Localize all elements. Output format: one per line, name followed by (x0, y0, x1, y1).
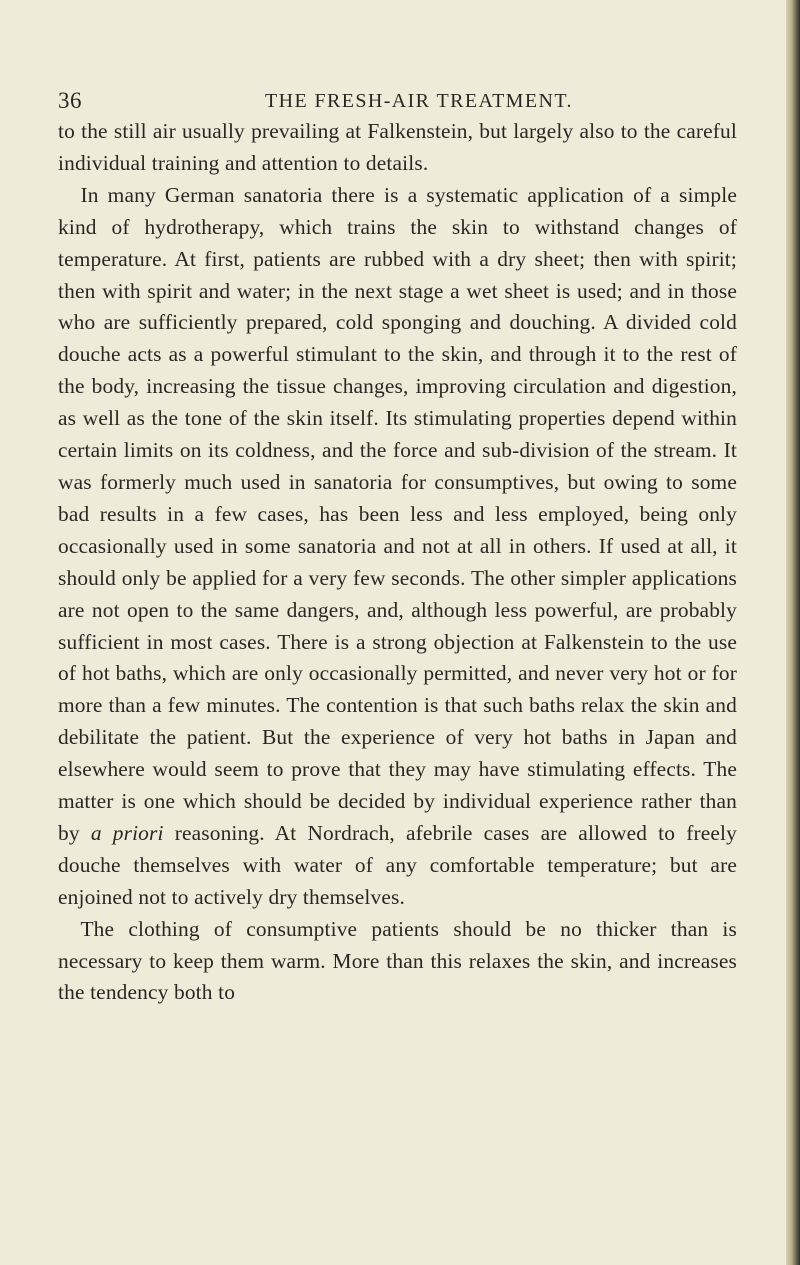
paragraph-hydrotherapy-text: In many German sanatoria there is a systematic application of a simple kind of hydrotherapy, which trains the skin to withstand changes of temperature. At first, patients are rubbed with a dry sheet; then with spirit; then with spirit and water; in the next stage a wet sheet is used; and in those who are sufficiently prepared, cold sponging and douching. A divided cold douche acts as a powerful stimulant to the skin, and through it to the rest of the body, increasing the tissue changes, improving circulation and digestion, as well as the tone of the skin itself. Its stimulating properties depend within certain limits on its coldness, and the force and sub-division of the stream. It was formerly much used in sanatoria for consumptives, but owing to some bad results in a few cases, has been less and less employed, being only occasionally used in some sanatoria and not at all in others. If used at all, it should only be applied for a very few seconds. The other simpler applications are not open to the same dangers, and, although less powerful, are probably sufficient in most cases. There is a strong objection at Falkenstein to the use of hot baths, which are only occasionally permitted, and never very hot or for more than a few minutes. The contention is that such baths relax the skin and debilitate the patient. But the experience of very hot baths in Japan and elsewhere would seem to prove that they may have stimulating effects. The matter is one which should be decided by individual experience rather than by (58, 182, 737, 845)
page-edge-shadow (786, 0, 800, 1265)
page-number: 36 (58, 88, 82, 113)
paragraph-hydrotherapy-text-end: reasoning. At Nordrach, afebrile cases are allowed to freely douche themselves with water of any comfortable temperature; but are enjoined not to actively dry themselves. (58, 820, 737, 909)
paragraph-continuation: to the still air usually prevailing at Falkenstein, but largely also to the careful individual training and attention to details. (58, 119, 737, 175)
body-text (58, 116, 737, 1009)
paragraph-clothing: The clothing of consumptive patients should be no thicker than is necessary to keep them warm. More than this relaxes the skin, and increases the tendency both to (58, 916, 737, 1005)
paragraph-hydrotherapy (58, 180, 737, 914)
italic-phrase: a priori (90, 820, 164, 845)
running-head: THE FRESH-AIR TREATMENT. (265, 90, 573, 112)
